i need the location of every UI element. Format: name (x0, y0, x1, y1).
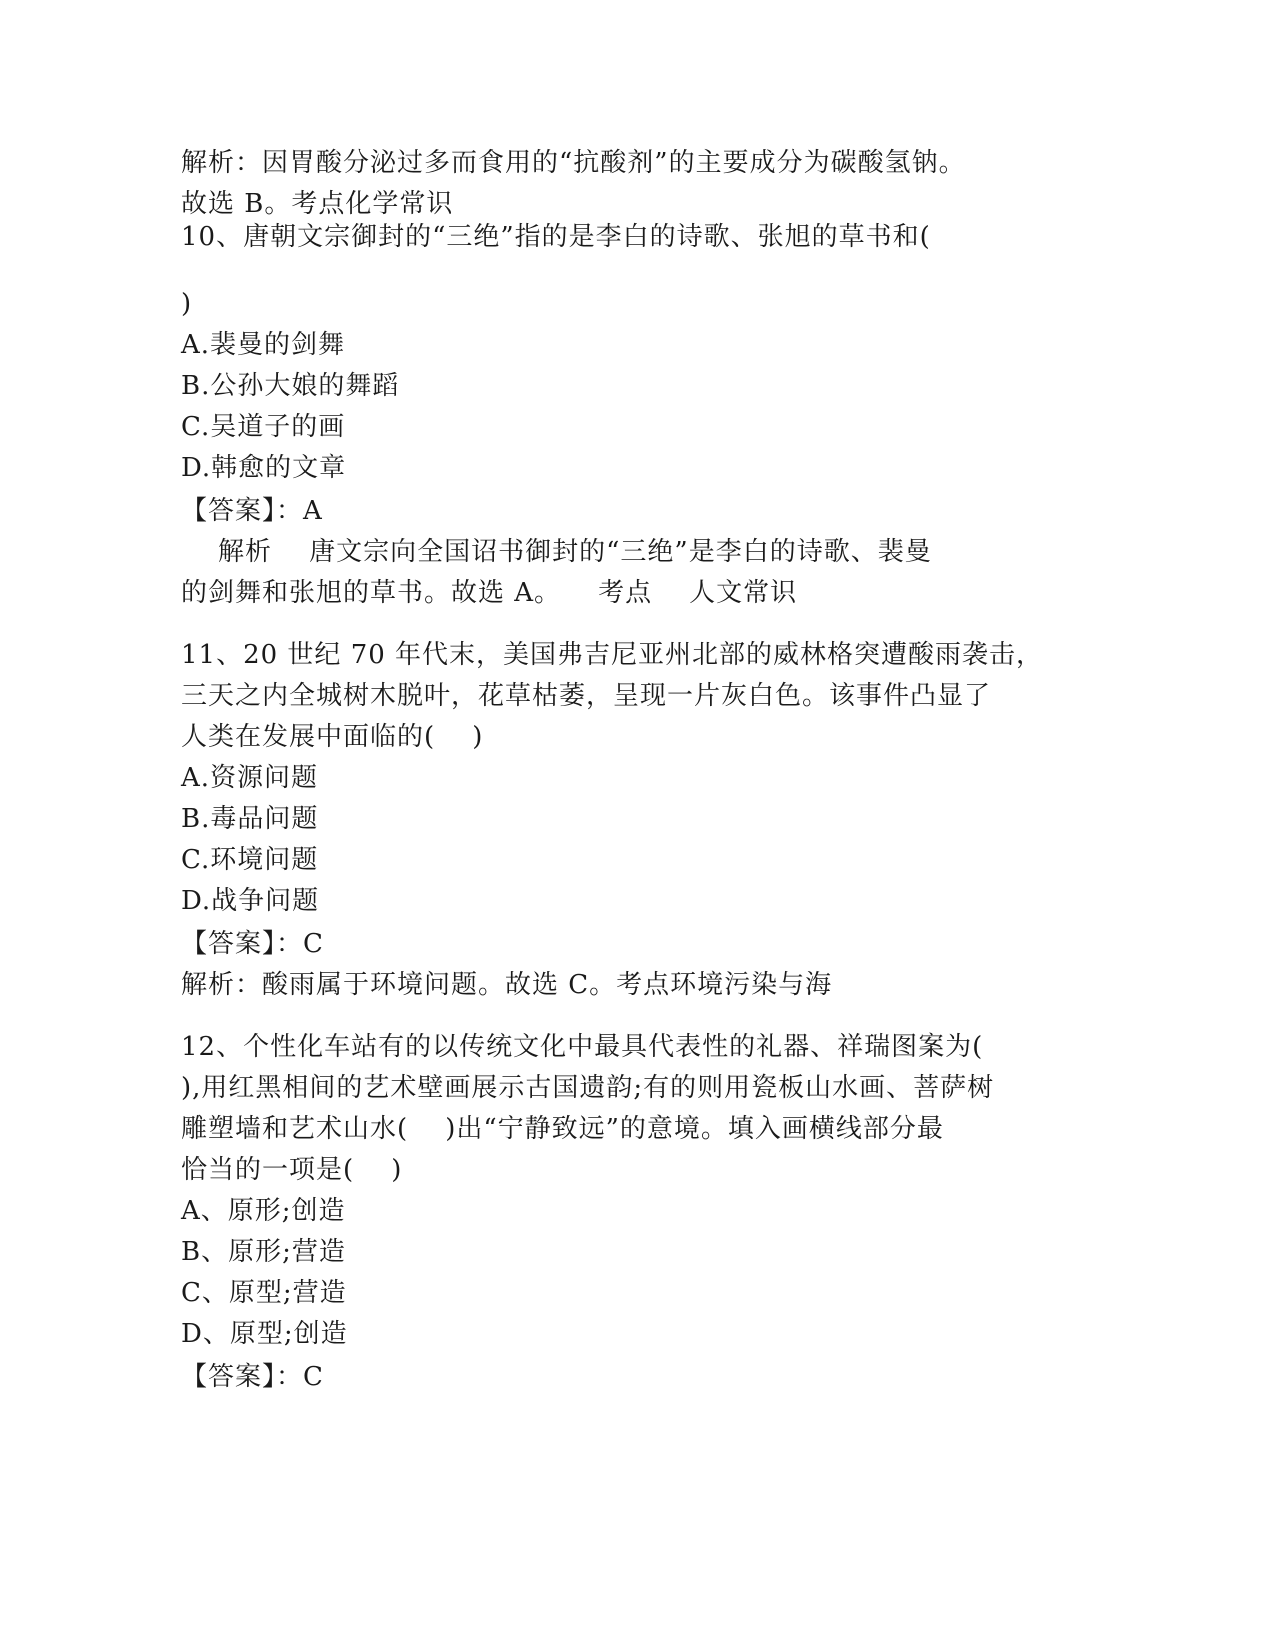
q12-option-b: B、原形;营造 (181, 1237, 346, 1267)
q11-option-b: B.毒品问题 (181, 804, 319, 834)
q12-stem-line-4: 恰当的一项是( ) (181, 1155, 403, 1185)
q11-option-d: D.战争问题 (181, 886, 320, 916)
q12-option-c: C、原型;营造 (181, 1278, 347, 1308)
q11-stem-line-2: 三天之内全城树木脱叶，花草枯萎，呈现一片灰白色。该事件凸显了 (181, 681, 992, 711)
q11-analysis: 解析：酸雨属于环境问题。故选 C。考点环境污染与海 (181, 970, 833, 1000)
prev-analysis-line-2: 故选 B。考点化学常识 (181, 189, 454, 219)
q10-stem-line-1: 10、唐朝文宗御封的“三绝”指的是李白的诗歌、张旭的草书和( (181, 222, 931, 252)
q11-option-a: A.资源问题 (181, 763, 319, 793)
q11-answer: 【答案】：C (181, 929, 324, 959)
q11-stem-line-1: 11、20 世纪 70 年代末，美国弗吉尼亚州北部的威林格突遭酸雨袭击， (181, 640, 1044, 670)
prev-analysis-line-1: 解析：因胃酸分泌过多而食用的“抗酸剂”的主要成分为碳酸氢钠。 (181, 148, 966, 178)
q11-option-c: C.环境问题 (181, 845, 319, 875)
q10-answer: 【答案】：A (181, 496, 323, 526)
q12-stem-line-2: ),用红黑相间的艺术壁画展示古国遗韵;有的则用瓷板山水画、菩萨树 (181, 1073, 995, 1103)
q10-option-d: D.韩愈的文章 (181, 453, 347, 483)
q10-option-b: B.公孙大娘的舞蹈 (181, 371, 400, 401)
q12-answer: 【答案】：C (181, 1362, 324, 1392)
q11-stem-line-3: 人类在发展中面临的( ) (181, 722, 484, 752)
q12-stem-line-1: 12、个性化车站有的以传统文化中最具代表性的礼器、祥瑞图案为( (181, 1032, 984, 1062)
q12-stem-line-3: 雕塑墙和艺术山水( )出“宁静致远”的意境。填入画横线部分最 (181, 1114, 944, 1144)
q12-option-d: D、原型;创造 (181, 1319, 348, 1349)
q10-stem-line-2: ) (181, 289, 193, 319)
q10-analysis-line-2: 的剑舞和张旭的草书。故选 A。 考点 人文常识 (181, 578, 798, 608)
q10-analysis-line-1: 解析 唐文宗向全国诏书御封的“三绝”是李白的诗歌、裴曼 (181, 537, 932, 567)
q10-option-a: A.裴曼的剑舞 (181, 330, 346, 360)
q12-option-a: A、原形;创造 (181, 1196, 346, 1226)
q10-option-c: C.吴道子的画 (181, 412, 346, 442)
